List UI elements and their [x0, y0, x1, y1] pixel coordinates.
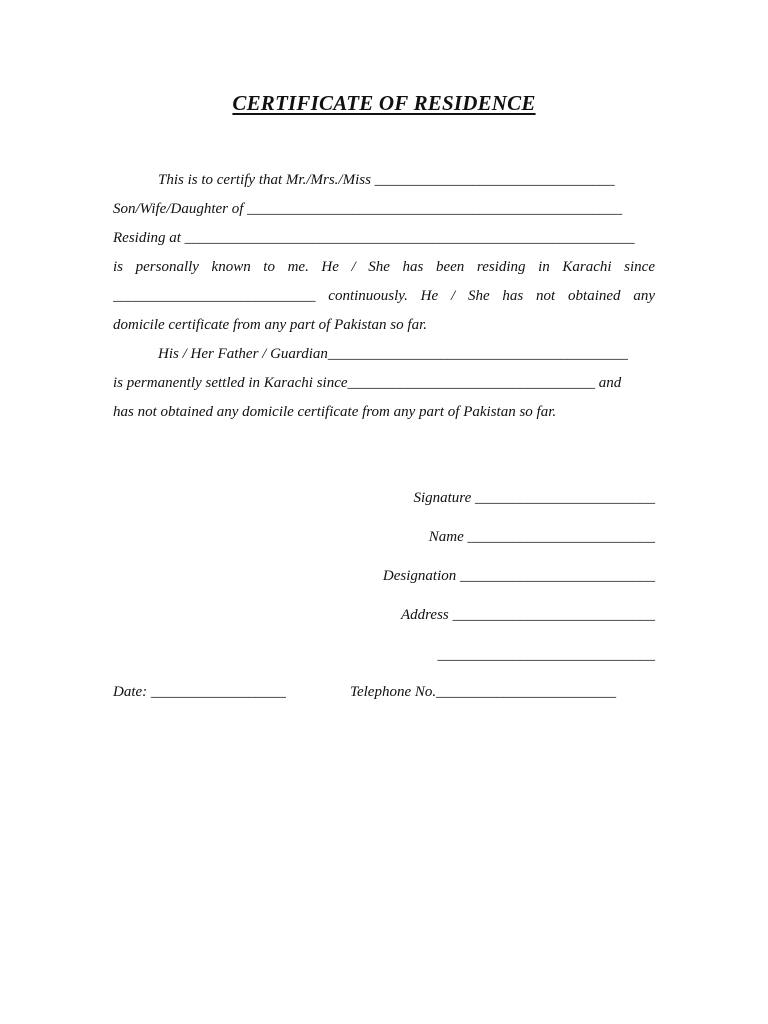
- page-title: CERTIFICATE OF RESIDENCE: [232, 91, 536, 115]
- domicile-line: domicile certificate from any part of Pakistan so far.: [113, 317, 427, 333]
- settled-line: is permanently settled in Karachi since_________________________________ and: [113, 375, 622, 391]
- name-field: Name _________________________: [428, 529, 655, 545]
- certify-line: This is to certify that Mr./Mrs./Miss ________________________________: [158, 172, 615, 188]
- no-domicile-line: has not obtained any domicile certificate from any part of Pakistan so far.: [113, 404, 557, 420]
- address-field: Address ___________________________: [400, 607, 655, 623]
- relation-line: Son/Wife/Daughter of __________________________________________________: [113, 201, 623, 217]
- telephone-field: Telephone No.________________________: [350, 684, 617, 700]
- residing-line: Residing at ____________________________________________________________: [113, 230, 635, 246]
- address-continuation-field: _____________________________: [437, 647, 655, 663]
- date-field: Date: __________________: [113, 684, 286, 700]
- known-line: is personally known to me. He / She has been residing in Karachi since: [113, 259, 655, 275]
- designation-field: Designation __________________________: [382, 568, 655, 584]
- continuously-line: ___________________________ continuously. He / She has not obtained any: [113, 288, 655, 304]
- guardian-line: His / Her Father / Guardian________________________________________: [158, 346, 628, 362]
- signature-field: Signature ________________________: [413, 490, 655, 506]
